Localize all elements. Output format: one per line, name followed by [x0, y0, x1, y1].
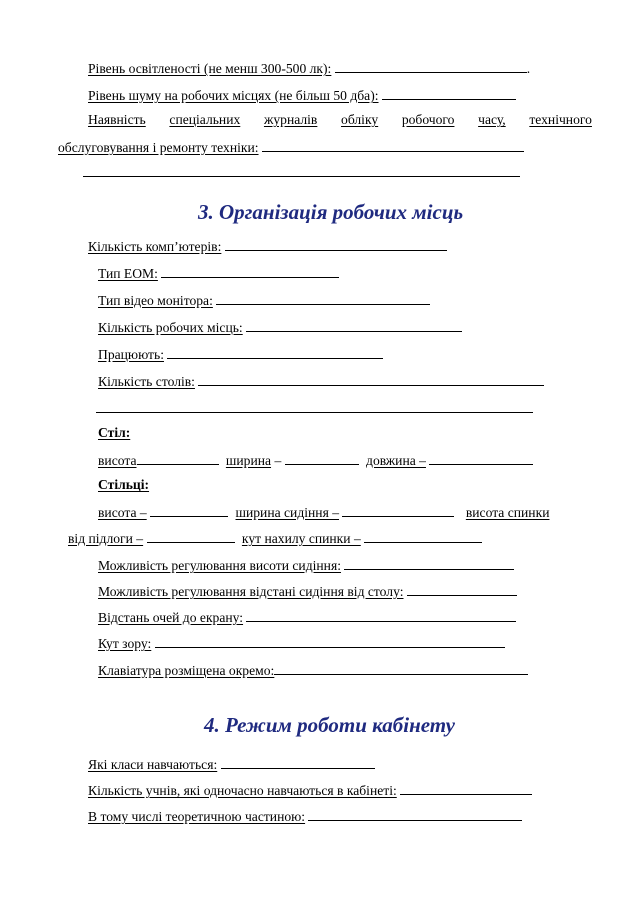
chair-height-label: висота – [98, 505, 147, 520]
back-angle-label: кут нахилу спинки – [241, 531, 361, 546]
lighting-label: Рівень освітленості (не менш 300-500 лк): [88, 61, 332, 76]
journals-blank[interactable] [262, 138, 524, 152]
tables-blank[interactable] [198, 372, 544, 386]
view-angle-blank[interactable] [155, 634, 505, 648]
seat-width-blank[interactable] [342, 503, 454, 517]
seat-distance-adj-blank[interactable] [407, 582, 517, 596]
workplaces-row [98, 318, 462, 334]
journals-cont-label: обслуговування і ремонту техніки: [58, 140, 259, 155]
table-height-blank[interactable] [137, 451, 219, 465]
monitor-type-label: Тип відео монітора: [98, 293, 213, 308]
working-label: Працюють: [98, 347, 164, 362]
classes-row [88, 755, 375, 771]
chairs-title: Стільці: [98, 477, 150, 492]
pc-type-label: Тип ЕОМ: [98, 266, 158, 281]
working-blank[interactable] [167, 345, 383, 359]
computers-row [88, 237, 447, 253]
students-blank[interactable] [400, 781, 532, 795]
students-label: Кількість учнів, які одночасно навчаються в кабінеті: [88, 783, 397, 798]
journals-word: обліку [341, 112, 379, 127]
back-row [68, 529, 482, 545]
back-height-label: висота спинки [465, 505, 550, 520]
chair-height-blank[interactable] [150, 503, 228, 517]
workplaces-label: Кількість робочих місць: [98, 320, 243, 335]
chair-dims-row [98, 503, 549, 519]
section3-heading: 3. Організація робочих місць [198, 200, 464, 224]
computers-blank[interactable] [225, 237, 447, 251]
pc-type-blank[interactable] [161, 264, 339, 278]
section4-heading: 4. Режим роботи кабінету [204, 713, 455, 737]
seat-height-adj-blank[interactable] [344, 556, 514, 570]
lighting-row [88, 59, 530, 75]
lighting-blank[interactable] [335, 59, 527, 73]
back-angle-blank[interactable] [364, 529, 482, 543]
tables-label: Кількість столів: [98, 374, 195, 389]
table-length-label: довжина – [366, 453, 426, 468]
from-floor-blank[interactable] [147, 529, 235, 543]
computers-label: Кількість комп’ютерів: [88, 239, 222, 254]
journals-word: журналів [263, 112, 318, 127]
eye-distance-label: Відстань очей до екрану: [98, 610, 244, 625]
theory-label: В тому числі теоретичною частиною: [88, 809, 306, 824]
keyboard-blank[interactable] [274, 661, 528, 675]
view-angle-row [98, 634, 505, 650]
seat-height-adj-label: Можливість регулювання висоти сидіння: [98, 558, 341, 573]
seat-distance-adj-row [98, 582, 517, 598]
seat-distance-adj-label: Можливість регулювання відстані сидіння від столу: [98, 584, 404, 599]
students-row [88, 781, 532, 797]
monitor-type-row [98, 291, 430, 307]
theory-row [88, 807, 522, 823]
journals-extra-line[interactable] [83, 176, 520, 177]
from-floor-label: від підлоги – [68, 531, 144, 546]
tables-extra-line[interactable] [96, 412, 533, 413]
table-dims-row [98, 451, 533, 467]
seat-width-label: ширина сидіння – [235, 505, 340, 520]
lighting-period: . [526, 61, 531, 76]
dash: – [274, 453, 282, 468]
table-height-label: висота [98, 453, 137, 468]
noise-blank[interactable] [382, 86, 516, 100]
table-title: Стіл: [98, 425, 131, 440]
classes-label: Які класи навчаються: [88, 757, 218, 772]
working-row [98, 345, 383, 361]
noise-label: Рівень шуму на робочих місцях (не більш 50 дба): [88, 88, 379, 103]
table-length-blank[interactable] [429, 451, 533, 465]
view-angle-label: Кут зору: [98, 636, 152, 651]
pc-type-row [98, 264, 339, 280]
eye-distance-row [98, 608, 516, 624]
theory-blank[interactable] [308, 807, 522, 821]
monitor-type-blank[interactable] [216, 291, 430, 305]
journals-cont-row [58, 138, 524, 154]
workplaces-blank[interactable] [246, 318, 462, 332]
journals-word: Наявність [88, 112, 146, 127]
eye-distance-blank[interactable] [246, 608, 516, 622]
table-width-label: ширина [225, 453, 272, 468]
journals-word: технічного [529, 112, 592, 127]
journals-word: спеціальних [169, 112, 241, 127]
seat-height-adj-row [98, 556, 514, 572]
tables-row [98, 372, 544, 388]
classes-blank[interactable] [221, 755, 375, 769]
keyboard-row [98, 661, 528, 677]
noise-row [88, 86, 516, 102]
table-width-blank[interactable] [285, 451, 359, 465]
journals-word: робочого [401, 112, 455, 127]
journals-word: часу, [478, 112, 506, 127]
journals-row [88, 112, 592, 128]
keyboard-label: Клавіатура розміщена окремо: [98, 663, 275, 678]
